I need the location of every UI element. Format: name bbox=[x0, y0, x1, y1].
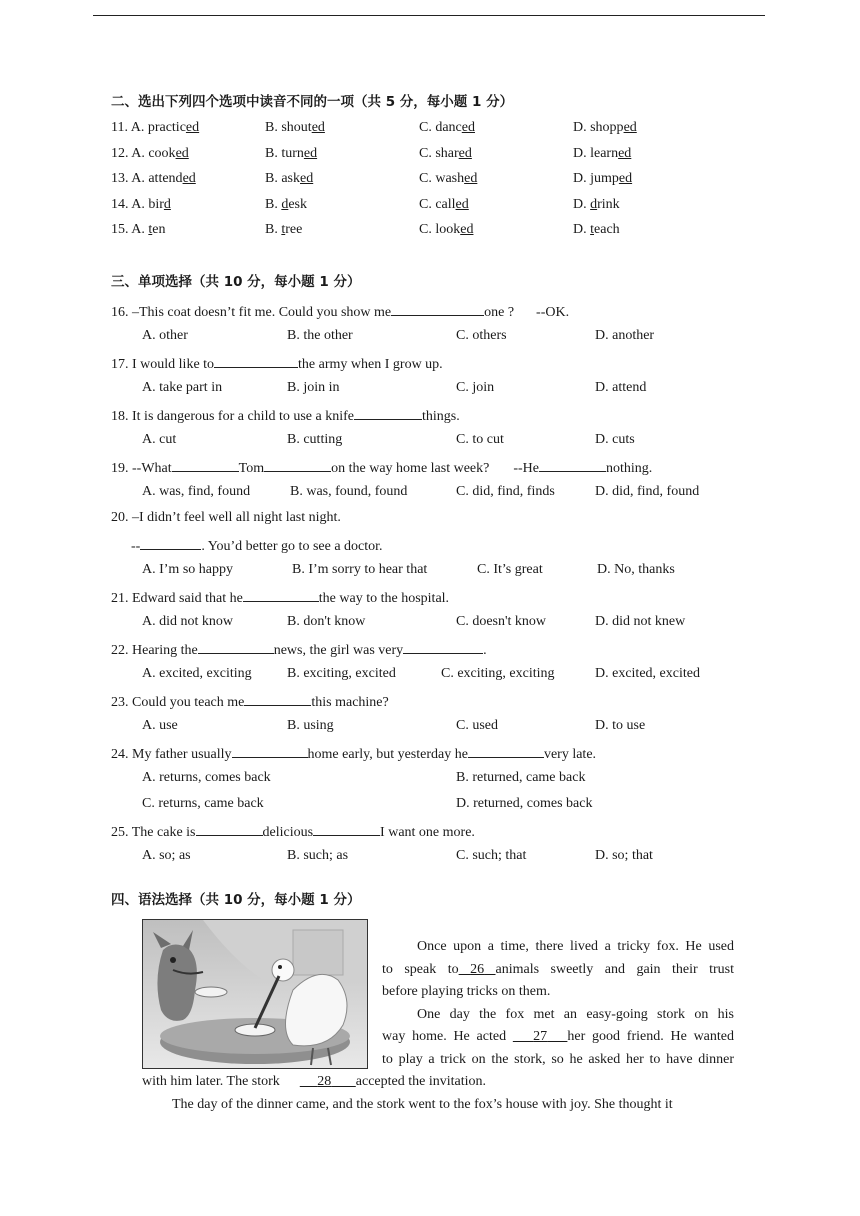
option-b: B. don't know bbox=[287, 614, 366, 629]
fox-and-stork-illustration bbox=[142, 919, 368, 1069]
option-a: 14. A. bird bbox=[111, 196, 171, 212]
question-18-stem: 18. It is dangerous for a child to use a knife things. bbox=[111, 405, 460, 426]
underlined-letters: ed bbox=[458, 145, 472, 161]
option-d: D. learned bbox=[573, 145, 632, 161]
story-line-6: to play a trick on the stork, so he asked her to have dinner bbox=[382, 1051, 734, 1067]
question-23-stem: 23. Could you teach me this machine? bbox=[111, 691, 389, 712]
underlined-letters: ed bbox=[455, 196, 469, 212]
underlined-letters: ed bbox=[303, 145, 318, 161]
option-a: 15. A. ten bbox=[111, 222, 166, 237]
story-line-4: One day the fox met an easy-going stork on his bbox=[417, 1006, 734, 1022]
answer-blank bbox=[391, 301, 484, 316]
option-d: D. so; that bbox=[595, 848, 653, 863]
option-c: C. looked bbox=[419, 222, 474, 237]
option-b: B. tree bbox=[265, 222, 303, 237]
option-c: C. join bbox=[456, 380, 495, 395]
option-a: A. did not know bbox=[142, 614, 233, 629]
story-line-2: to speak to 26 animals sweetly and gain their trust bbox=[382, 961, 735, 977]
option-b: B. turned bbox=[265, 145, 318, 161]
answer-blank bbox=[172, 457, 239, 472]
option-c: C. used bbox=[456, 718, 498, 733]
option-d: D. attend bbox=[595, 380, 647, 395]
question-20-stem: 20. –I didn’t feel well all night last night. bbox=[111, 510, 341, 525]
underlined-letters: ed bbox=[623, 120, 637, 135]
underlined-letters: ed bbox=[182, 171, 196, 186]
underlined-letters: d bbox=[590, 196, 598, 212]
option-b: B. cutting bbox=[287, 432, 343, 447]
option-b: B. asked bbox=[265, 171, 314, 186]
question-19-stem: 19. --What Tom on the way home last week? --He nothing. bbox=[111, 457, 652, 478]
option-b: B. desk bbox=[265, 196, 308, 212]
option-a: 13. A. attended bbox=[111, 171, 196, 186]
top-rule bbox=[93, 15, 765, 16]
option-a: A. use bbox=[142, 718, 178, 733]
story-line-1: Once upon a time, there lived a tricky fox. He used bbox=[417, 939, 734, 954]
option-a: A. other bbox=[142, 328, 188, 343]
answer-blank bbox=[313, 821, 380, 836]
option-d: D. did, find, found bbox=[595, 484, 700, 499]
underlined-letters: ed bbox=[460, 222, 474, 237]
option-b: B. the other bbox=[287, 328, 353, 343]
underlined-letters: d bbox=[163, 196, 171, 212]
option-c: C. such; that bbox=[456, 848, 527, 863]
section-4-heading: 四、语法选择（共 10 分，每小题 1 分） bbox=[111, 892, 361, 908]
story-line-7: with him later. The stork 28 accepted the invitation. bbox=[142, 1074, 487, 1089]
option-c: C. washed bbox=[419, 171, 478, 186]
section-3-heading: 三、单项选择（共 10 分，每小题 1 分） bbox=[111, 274, 361, 290]
answer-blank bbox=[198, 639, 274, 654]
underlined-letters: ed bbox=[185, 120, 200, 135]
question-25-stem: 25. The cake is delicious I want one more. bbox=[111, 821, 475, 842]
answer-blank bbox=[264, 457, 331, 472]
option-c: C. doesn't know bbox=[456, 614, 547, 629]
option-a: A. cut bbox=[142, 432, 177, 447]
answer-blank bbox=[539, 457, 606, 472]
blank-26: 26 bbox=[470, 961, 485, 977]
underlined-letters: ed bbox=[618, 145, 632, 161]
story-line-3: before playing tricks on them. bbox=[382, 984, 551, 999]
blank-27: 27 bbox=[533, 1029, 548, 1044]
answer-blank bbox=[468, 743, 544, 758]
answer-blank bbox=[243, 587, 319, 602]
option-c: C. exciting, exciting bbox=[441, 666, 555, 681]
answer-blank bbox=[214, 353, 298, 368]
option-d: D. jumped bbox=[573, 171, 633, 186]
section-2-heading: 二、选出下列四个选项中读音不同的一项（共 5 分，每小题 1 分） bbox=[111, 94, 514, 110]
option-d: D. shopped bbox=[573, 120, 637, 135]
option-c: C. called bbox=[419, 196, 469, 212]
option-b: B. exciting, excited bbox=[287, 666, 396, 681]
answer-blank bbox=[403, 639, 483, 654]
option-b: B. returned, came back bbox=[456, 770, 586, 785]
answer-blank bbox=[232, 743, 308, 758]
option-b: B. using bbox=[287, 718, 334, 733]
option-c: C. did, find, finds bbox=[456, 484, 555, 499]
option-d: D. to use bbox=[595, 718, 646, 733]
option-a: A. so; as bbox=[142, 848, 191, 863]
answer-blank bbox=[354, 405, 422, 420]
story-line-5: way home. He acted 27 her good friend. He wanted bbox=[382, 1029, 735, 1044]
option-d: D. No, thanks bbox=[597, 562, 675, 577]
blank-28: 28 bbox=[317, 1074, 332, 1089]
option-c: C. to cut bbox=[456, 432, 504, 447]
fox-stork-drawing bbox=[143, 920, 367, 1068]
question-21-stem: 21. Edward said that he the way to the hospital. bbox=[111, 587, 449, 608]
question-20-response: -- . You’d better go to see a doctor. bbox=[131, 535, 383, 556]
question-24-stem: 24. My father usually home early, but yesterday he very late. bbox=[111, 743, 596, 764]
option-b: B. was, found, found bbox=[290, 484, 408, 499]
option-d: D. excited, excited bbox=[595, 666, 700, 681]
underlined-letters: t bbox=[281, 222, 286, 237]
question-22-stem: 22. Hearing the news, the girl was very . bbox=[111, 639, 487, 660]
underlined-letters: ed bbox=[311, 120, 325, 135]
answer-blank bbox=[140, 535, 201, 550]
question-17-stem: 17. I would like to the army when I grow up. bbox=[111, 353, 443, 374]
story-line-8: The day of the dinner came, and the stork went to the fox’s house with joy. She thought it bbox=[172, 1096, 673, 1112]
option-c: C. It’s great bbox=[477, 562, 543, 577]
option-c: C. danced bbox=[419, 120, 475, 135]
option-a: 12. A. cooked bbox=[111, 145, 189, 161]
option-b: B. shouted bbox=[265, 120, 325, 135]
option-d: D. another bbox=[595, 328, 655, 343]
option-d: D. did not knew bbox=[595, 614, 686, 629]
option-d: D. returned, comes back bbox=[456, 796, 593, 811]
option-c: C. others bbox=[456, 328, 507, 343]
option-b: B. such; as bbox=[287, 848, 349, 863]
option-b: B. I’m sorry to hear that bbox=[292, 562, 428, 577]
underlined-letters: ed bbox=[461, 120, 475, 135]
option-a: A. was, find, found bbox=[142, 484, 251, 499]
option-b: B. join in bbox=[287, 380, 340, 395]
underlined-letters: ed bbox=[300, 171, 314, 186]
option-c: C. returns, came back bbox=[142, 796, 264, 811]
option-a: A. take part in bbox=[142, 380, 223, 395]
option-d: D. cuts bbox=[595, 432, 635, 447]
answer-blank bbox=[244, 691, 311, 706]
option-a: A. returns, comes back bbox=[142, 770, 271, 785]
underlined-letters: ed bbox=[618, 171, 633, 186]
option-c: C. shared bbox=[419, 145, 472, 161]
option-a: 11. A. practiced bbox=[111, 120, 200, 135]
underlined-letters: t bbox=[148, 222, 153, 237]
underlined-letters: ed bbox=[175, 145, 189, 161]
question-16-stem: 16. –This coat doesn’t fit me. Could you show me one ? --OK. bbox=[111, 301, 569, 322]
underlined-letters: d bbox=[281, 196, 289, 212]
option-a: A. excited, exciting bbox=[142, 666, 252, 681]
option-d: D. teach bbox=[573, 222, 620, 237]
underlined-letters: ed bbox=[464, 171, 478, 186]
option-d: D. drink bbox=[573, 196, 620, 212]
underlined-letters: t bbox=[590, 222, 595, 237]
answer-blank bbox=[196, 821, 263, 836]
option-a: A. I’m so happy bbox=[142, 562, 233, 577]
